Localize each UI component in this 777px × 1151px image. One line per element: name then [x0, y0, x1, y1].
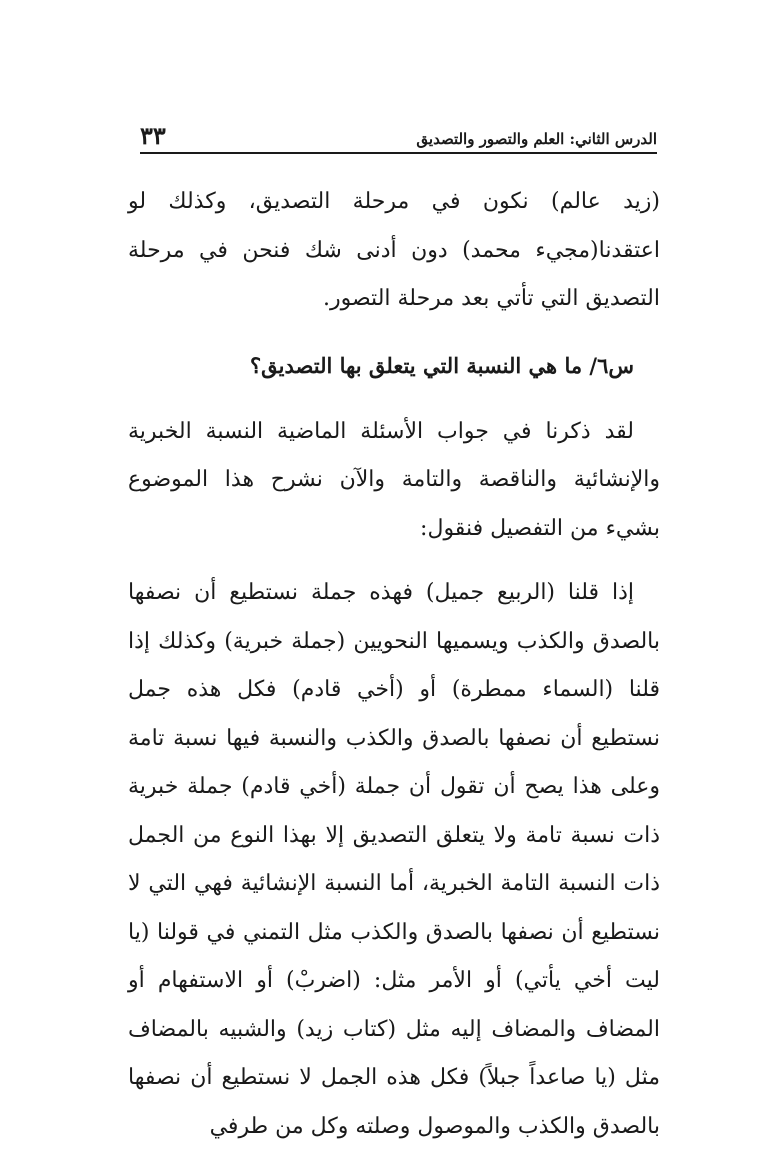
page-header	[140, 112, 657, 152]
paragraph-2: لقد ذكرنا في جواب الأسئلة الماضية النسبة الخبرية والإنشائية والناقصة والتامة والآن نشرح هذا الموضوع بشيء من التفصيل فنقول:	[128, 418, 660, 541]
page-number: ٣٣	[140, 121, 166, 150]
paragraph-gap	[128, 553, 660, 569]
header-rule	[140, 152, 657, 154]
page-body	[128, 178, 660, 1151]
question-heading: س٦/ ما هي النسبة التي يتعلق بها التصديق؟	[250, 352, 634, 378]
running-title: الدرس الثاني: العلم والتصور والتصديق	[416, 130, 657, 148]
paragraph-1: (زيد عالم) نكون في مرحلة التصديق، وكذلك لو اعتقدنا(مجيء محمد) دون أدنى شك فنحن في مرحلة التصديق التي تأتي بعد مرحلة التصور.	[128, 189, 660, 311]
paragraph-3: إذا قلنا (الربيع جميل) فهذه جملة نستطيع أن نصفها بالصدق والكذب ويسميها النحويين (جملة خبرية) وكذلك إذا قلنا (السماء ممطرة) أو (أخي قادم) فكل هذه جمل نستطيع أن نصفها بالصدق والكذب والنسبة فيها نسبة تامة وعلى هذا يصح أن تقول أن جملة (أخي قادم) جملة خبرية ذات نسبة تامة ولا يتعلق التصديق إلا بهذا النوع من الجمل ذات النسبة التامة الخبرية، أما النسبة الإنشائية فهي التي لا نستطيع أن نصفها بالصدق والكذب مثل التمني في قولنا (يا ليت أخي يأتي) أو الأمر مثل: (اضربْ) أو الاستفهام أو المضاف والمضاف إليه مثل (كتاب زيد) والشبيه بالمضاف مثل (يا صاعداً جبلاً) فكل هذه الجمل لا نستطيع أن نصفها بالصدق والكذب والموصول وصلته وكل من طرفي	[128, 580, 660, 1139]
